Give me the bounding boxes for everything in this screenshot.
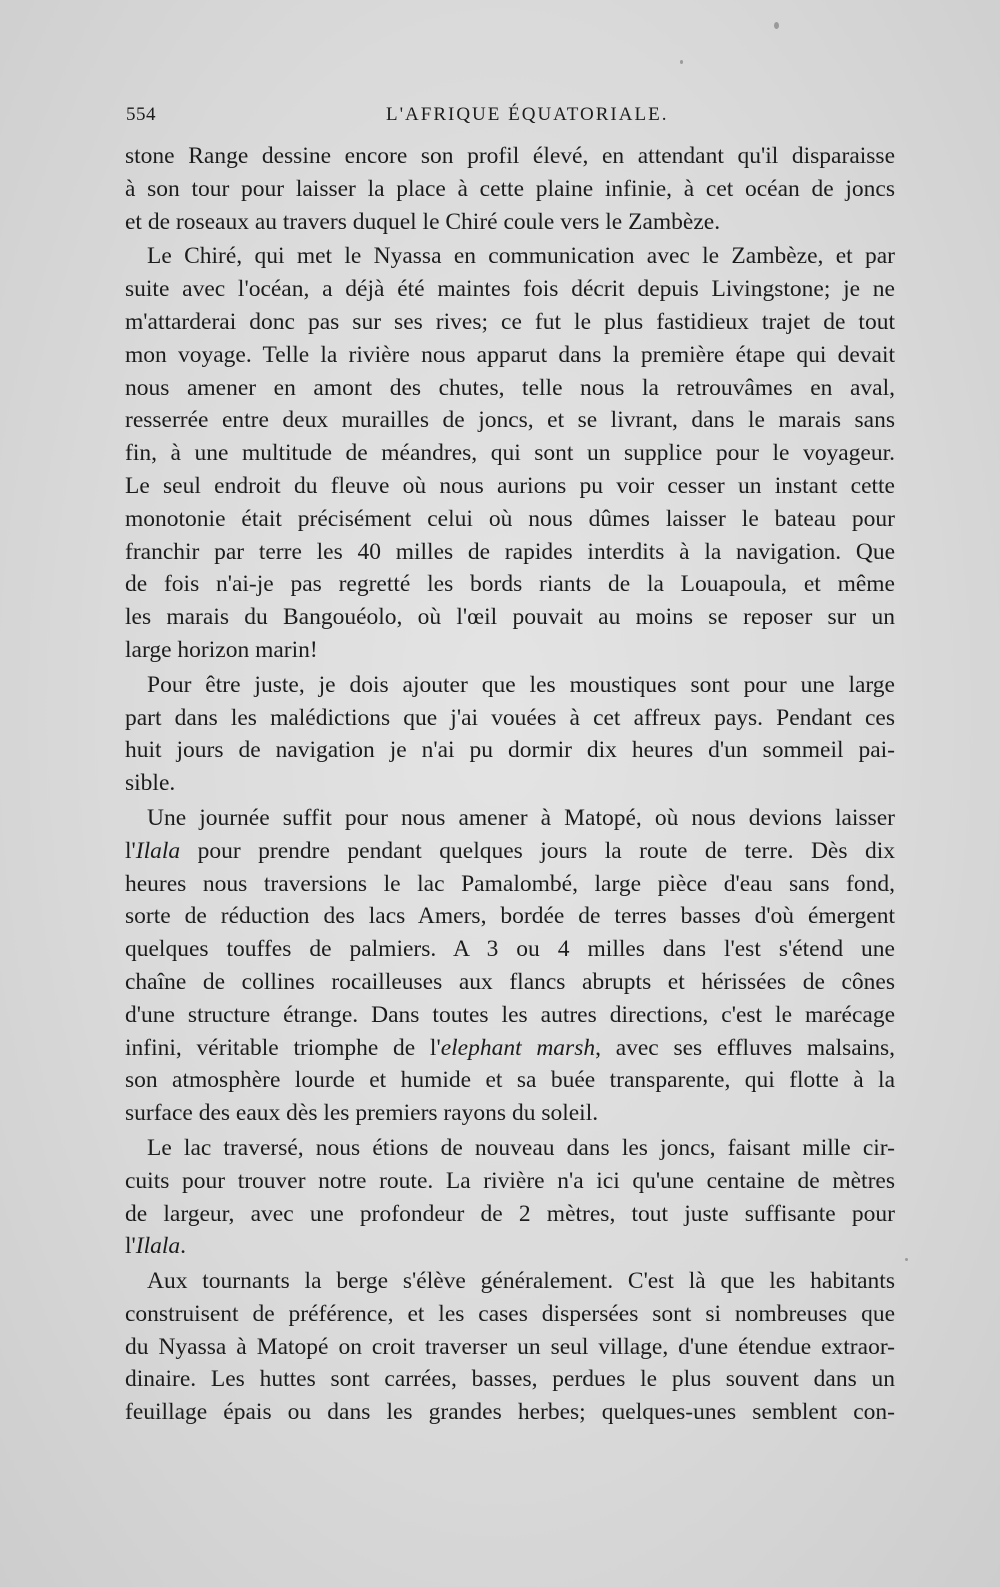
paper-speck: [680, 60, 683, 64]
paragraph: [125, 1132, 895, 1263]
text-line: de fois n'ai-je pas regretté les bords riants de la Louapoula, et même: [125, 571, 895, 598]
text-line: l'Ilala.: [125, 1233, 187, 1260]
text-line: heures nous traversions le lac Pamalombé, large pièce d'eau sans fond,: [125, 870, 895, 897]
paragraph: [125, 1265, 895, 1429]
paragraph: [125, 802, 895, 1130]
italic-term: Ilala: [135, 837, 181, 864]
text-line: monotonie était précisément celui où nous dûmes laisser le bateau pour: [125, 505, 895, 532]
paper-speck: [905, 1258, 908, 1261]
text-line: surface des eaux dès les premiers rayons du soleil.: [125, 1100, 599, 1127]
text-line: Aux tournants la berge s'élève généralement. C'est là que les habitants: [147, 1268, 895, 1295]
text-line: Le seul endroit du fleuve où nous aurions pu voir cesser un instant cette: [125, 472, 895, 499]
paper-speck: [774, 22, 779, 29]
text-line: dinaire. Les huttes sont carrées, basses, perdues le plus souvent dans un: [125, 1366, 895, 1393]
text-line: d'une structure étrange. Dans toutes les autres directions, c'est le marécage: [125, 1001, 895, 1028]
running-title: L'AFRIQUE ÉQUATORIALE.: [386, 104, 669, 125]
text-line: l'Ilala pour prendre pendant quelques jours la route de terre. Dès dix: [125, 837, 895, 864]
text-line: du Nyassa à Matopé on croit traverser un seul village, d'une étendue extraor-: [125, 1333, 895, 1360]
text-line: franchir par terre les 40 milles de rapides interdits à la navigation. Que: [125, 538, 895, 565]
italic-term: Ilala: [135, 1233, 181, 1260]
text-line: m'attarderai donc pas sur ses rives; ce fut le plus fastidieux trajet de tout: [125, 308, 895, 335]
text-line: Une journée suffit pour nous amener à Matopé, où nous devions laisser: [147, 804, 895, 831]
text-line: resserrée entre deux murailles de joncs, et se livrant, dans le marais sans: [125, 407, 895, 434]
text-line: feuillage épais ou dans les grandes herbes; quelques-unes semblent con-: [125, 1399, 895, 1426]
text-line: suite avec l'océan, a déjà été maintes fois décrit depuis Livingstone; je ne: [125, 276, 895, 303]
body-text: [125, 140, 895, 1431]
text-line: mon voyage. Telle la rivière nous apparut dans la première étape qui devait: [125, 341, 895, 368]
text-line: nous amener en amont des chutes, telle nous la retrouvâmes en aval,: [125, 374, 895, 401]
paragraph: [125, 669, 895, 800]
paragraph: [125, 240, 895, 666]
text-line: infini, véritable triomphe de l'elephant marsh, avec ses effluves malsains,: [125, 1034, 896, 1061]
text-line: sorte de réduction des lacs Amers, bordée de terres basses d'où émergent: [125, 903, 895, 930]
text-line: Pour être juste, je dois ajouter que les moustiques sont pour une large: [147, 671, 895, 698]
text-line: son atmosphère lourde et humide et sa buée transparente, qui flotte à la: [125, 1067, 895, 1094]
paragraph: [125, 140, 895, 238]
text-line: huit jours de navigation je n'ai pu dormir dix heures d'un sommeil pai-: [125, 737, 895, 764]
text-line: construisent de préférence, et les cases dispersées sont si nombreuses que: [125, 1300, 895, 1327]
italic-term: elephant marsh: [440, 1034, 596, 1061]
text-line: quelques touffes de palmiers. A 3 ou 4 milles dans l'est s'étend une: [125, 936, 895, 963]
running-head: [126, 104, 896, 134]
text-line: les marais du Bangouéolo, où l'œil pouvait au moins se reposer sur un: [125, 604, 895, 631]
text-line: cuits pour trouver notre route. La rivière n'a ici qu'une centaine de mètres: [125, 1167, 895, 1194]
text-line: large horizon marin!: [125, 636, 318, 663]
text-line: chaîne de collines rocailleuses aux flancs abrupts et hérissées de cônes: [125, 968, 895, 995]
page-number: 554: [126, 104, 156, 125]
text-line: Le Chiré, qui met le Nyassa en communication avec le Zambèze, et par: [147, 243, 895, 270]
text-line: part dans les malédictions que j'ai vouées à cet affreux pays. Pendant ces: [125, 704, 895, 731]
text-line: à son tour pour laisser la place à cette plaine infinie, à cet océan de joncs: [125, 175, 895, 202]
text-line: stone Range dessine encore son profil élevé, en attendant qu'il disparaisse: [125, 143, 895, 169]
text-line: de largeur, avec une profondeur de 2 mètres, tout juste suffisante pour: [125, 1200, 895, 1227]
text-line: fin, à une multitude de méandres, qui sont un supplice pour le voyageur.: [125, 440, 895, 467]
text-line: sible.: [125, 770, 176, 797]
text-line: et de roseaux au travers duquel le Chiré coule vers le Zambèze.: [125, 208, 721, 235]
text-line: Le lac traversé, nous étions de nouveau dans les joncs, faisant mille cir-: [147, 1134, 895, 1161]
